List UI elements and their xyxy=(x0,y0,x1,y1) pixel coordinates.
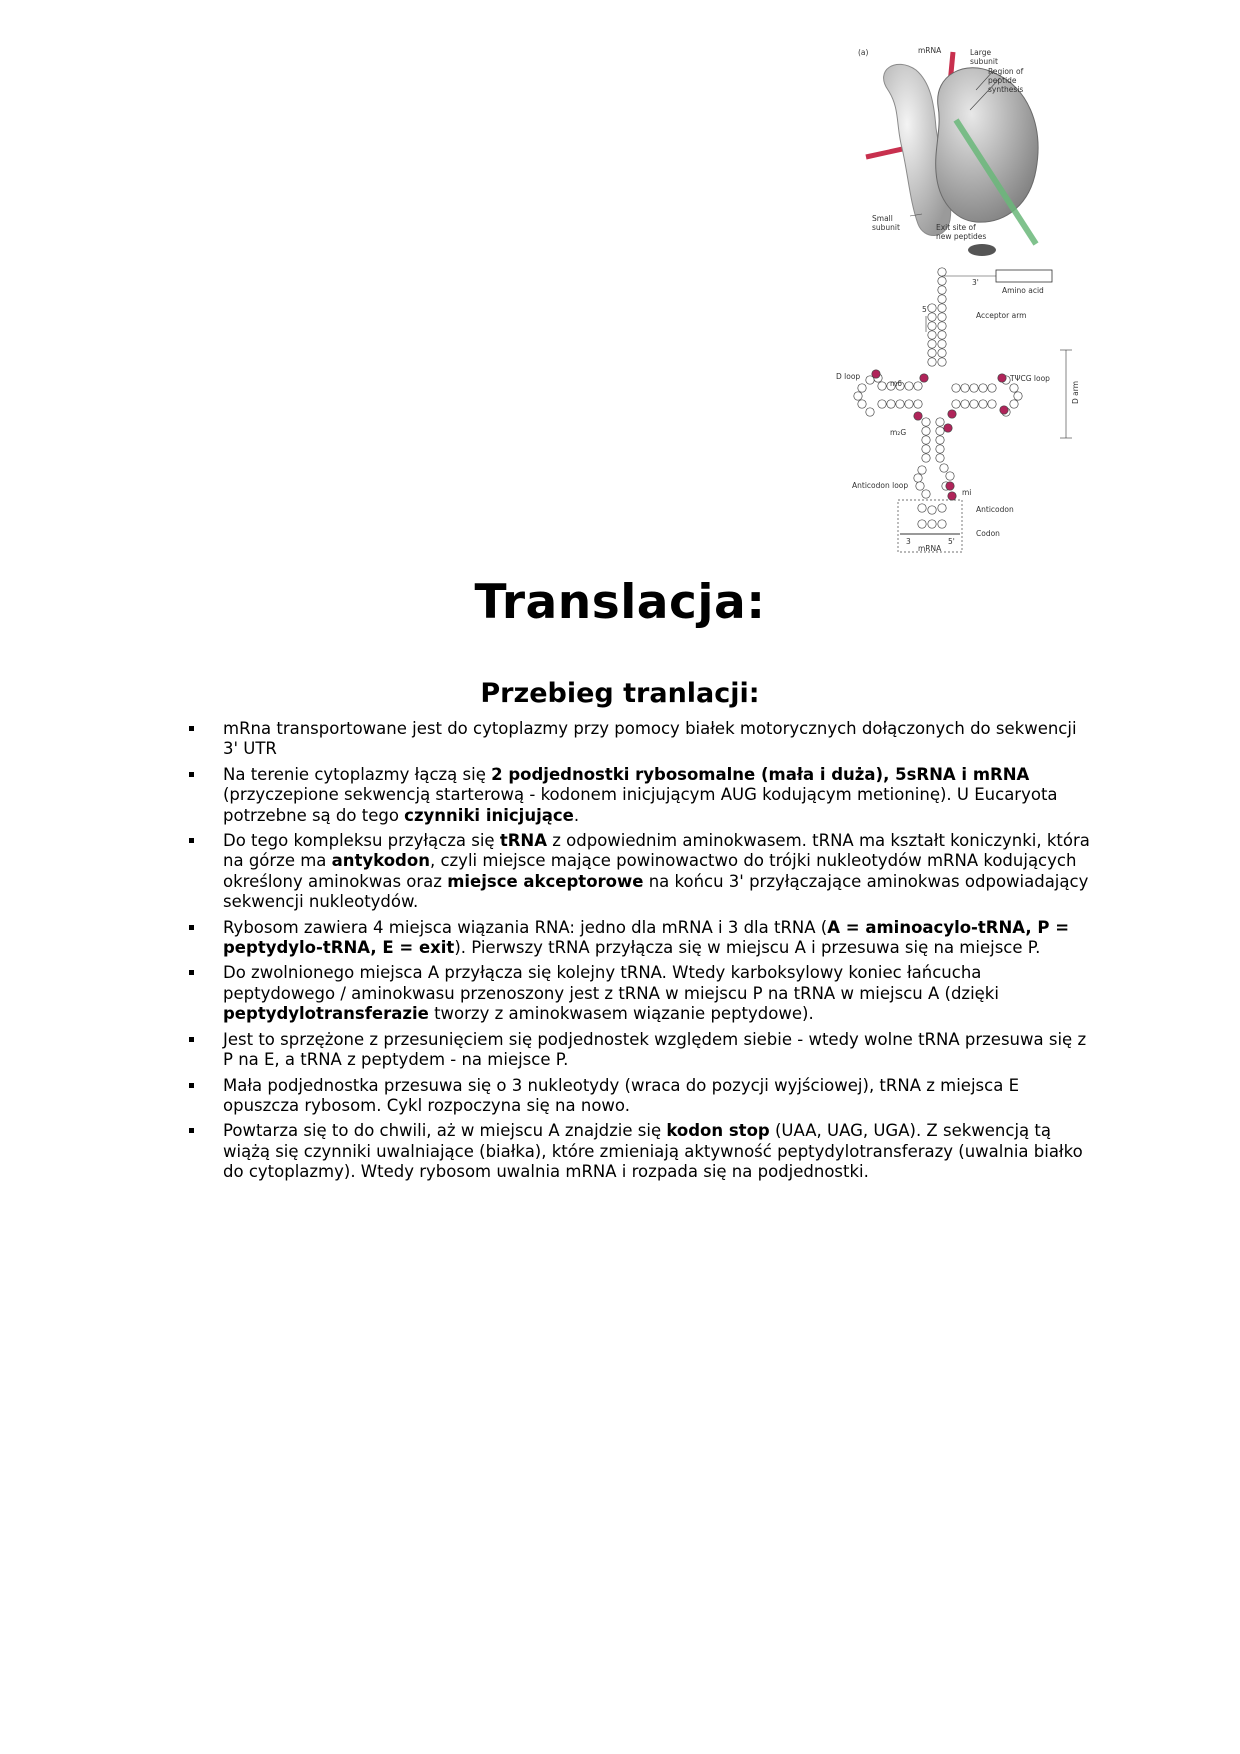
nucleotide xyxy=(918,520,926,528)
nucleotide xyxy=(922,427,930,435)
nucleotide xyxy=(961,400,969,408)
text-run: mRna transportowane jest do cytoplazmy przy pomocy białek motorycznych dołączonych do sekwencji 3' UTR xyxy=(223,719,1077,759)
modified-nucleotide xyxy=(946,482,954,490)
nucleotide xyxy=(928,349,936,357)
amino-acid-label: Amino acid xyxy=(1002,286,1044,295)
nucleotide xyxy=(928,313,936,321)
bullet-item xyxy=(186,765,1094,826)
mi-label: mi xyxy=(962,488,972,497)
nucleotide xyxy=(938,304,946,312)
d-loop-label: D loop xyxy=(836,372,861,381)
acceptor-arm-label: Acceptor arm xyxy=(976,311,1027,320)
large-subunit-label: Large xyxy=(970,48,992,57)
mrna-label: mRNA xyxy=(918,46,942,55)
modified-nucleotide xyxy=(944,424,952,432)
anticodon-label: Anticodon xyxy=(976,505,1014,514)
nucleotide xyxy=(938,520,946,528)
three-prime-label: 3' xyxy=(972,278,979,287)
codon-5-label: 5' xyxy=(948,537,955,546)
ribosome-figure xyxy=(858,44,1068,256)
nucleotide xyxy=(979,384,987,392)
nucleotide xyxy=(905,382,913,390)
nucleotide xyxy=(878,400,886,408)
nucleotide xyxy=(854,392,862,400)
bold-text: antykodon xyxy=(331,851,430,871)
text-run: Mała podjednostka przesuwa się o 3 nukleotydy (wraca do pozycji wyjściowej), tRNA z miejsca E opuszcza rybosom. Cykl rozpoczyna się na nowo. xyxy=(223,1075,1019,1115)
nucleotide xyxy=(928,340,936,348)
modified-nucleotide xyxy=(1000,406,1008,414)
large-subunit-label-2: subunit xyxy=(970,57,998,66)
nucleotide xyxy=(938,331,946,339)
bold-text: peptydylotransferazie xyxy=(223,1004,429,1024)
bullet-item xyxy=(186,1076,1094,1117)
exit-site-label-2: new peptides xyxy=(936,232,987,241)
nucleotide xyxy=(914,400,922,408)
small-subunit-label-2: subunit xyxy=(872,223,900,232)
text-run: Rybosom zawiera 4 miejsca wiązania RNA: jedno dla mRNA i 3 dla tRNA ( xyxy=(223,917,828,937)
text-run: ). Pierwszy tRNA przyłącza się w miejscu A i przesuwa się na miejsce P. xyxy=(454,938,1041,958)
nucleotide xyxy=(928,520,936,528)
nucleotide xyxy=(938,504,946,512)
nucleotide xyxy=(970,400,978,408)
nucleotide xyxy=(858,384,866,392)
bullet-list xyxy=(186,719,1094,1188)
text-run: . xyxy=(573,805,580,825)
bullet-item xyxy=(186,831,1094,913)
region-label: Region of xyxy=(988,67,1024,76)
nucleotide xyxy=(946,472,954,480)
anticodon-loop-label: Anticodon loop xyxy=(852,481,909,490)
bold-text: 2 podjednostki rybosomalne (mała i duża), 5sRNA i mRNA xyxy=(491,764,1030,784)
text-run: , czyli miejsce mające powinowactwo do trójki nukleotydów mRNA kodujących określony aminokwas oraz xyxy=(223,851,1077,891)
codon-3-label: 3 xyxy=(906,537,911,546)
bullet-item xyxy=(186,918,1094,959)
text-run: na końcu 3' przyłączające aminokwas odpowiadający sekwencji nukleotydów. xyxy=(223,871,1089,912)
five-prime-label: 5' xyxy=(922,305,929,314)
modified-nucleotide xyxy=(998,374,1006,382)
nucleotide xyxy=(928,304,936,312)
bold-text: kodon stop xyxy=(666,1121,770,1141)
amino-acid-box xyxy=(996,270,1052,282)
nucleotide xyxy=(928,506,936,514)
mrna-codon-label: mRNA xyxy=(918,544,942,553)
nucleotide xyxy=(928,331,936,339)
nucleotide xyxy=(936,445,944,453)
modified-nucleotide xyxy=(914,412,922,420)
nucleotide xyxy=(914,382,922,390)
region-label-2: peptide xyxy=(988,76,1017,85)
text-run: Do tego kompleksu przyłącza się xyxy=(223,831,500,851)
text-run: Na terenie cytoplazmy łączą się xyxy=(223,764,492,784)
nucleotide xyxy=(936,427,944,435)
nucleotide xyxy=(938,277,946,285)
m6-label: m6 xyxy=(890,379,903,388)
tpsicg-loop-label: TΨCG loop xyxy=(1010,374,1050,383)
trna-figure xyxy=(826,262,1088,562)
text-run: Jest to sprzężone z przesunięciem się podjednostek względem siebie - wtedy wolne tRNA przesuwa się z P na E, a tRNA z peptydem - na miejsce P. xyxy=(223,1029,1087,1070)
text-run: (UAA, UAG, UGA). Z sekwencją tą wiążą się czynniki uwalniające (białka), które zmieniają aktywność peptydylotransferazy (uwalnia białko do cytoplazmy). Wtedy rybosom uwalnia mRNA i rozpada się na podjednostki. xyxy=(223,1121,1083,1182)
nucleotide xyxy=(916,482,924,490)
text-run: tworzy z aminokwasem wiązanie peptydowe). xyxy=(428,1004,814,1024)
bullet-item xyxy=(186,1121,1094,1182)
nucleotide xyxy=(938,295,946,303)
section-heading: Przebieg tranlacji: xyxy=(480,678,760,709)
bold-text: A = aminoacylo-tRNA, P = peptydylo-tRNA, E = exit xyxy=(223,917,1070,958)
nucleotide xyxy=(938,322,946,330)
text-run: Do zwolnionego miejsca A przyłącza się kolejny tRNA. Wtedy karboksylowy koniec łańcucha peptydowego / aminokwasu przenoszony jest z tRNA w miejscu P na tRNA w miejscu A (dzięki xyxy=(223,963,999,1003)
nucleotide xyxy=(936,436,944,444)
exit-site-label: Exit site of xyxy=(936,223,976,232)
bold-text: czynniki inicjujące xyxy=(404,805,574,825)
nucleotide xyxy=(938,268,946,276)
nucleotide xyxy=(938,286,946,294)
small-subunit-label: Small xyxy=(872,214,893,223)
nucleotide xyxy=(918,504,926,512)
nucleotide xyxy=(970,384,978,392)
nucleotide xyxy=(938,313,946,321)
nucleotide xyxy=(938,358,946,366)
nucleotide xyxy=(922,454,930,462)
text-run: (przyczepione sekwencją starterową - kodonem inicjującym AUG kodującym metioninę). U Eucaryota potrzebne są do tego xyxy=(223,785,1058,825)
codon-label: Codon xyxy=(976,529,1000,538)
nucleotide xyxy=(928,322,936,330)
nucleotide xyxy=(938,340,946,348)
bullet-item xyxy=(186,963,1094,1024)
nucleotide xyxy=(988,384,996,392)
panel-label: (a) xyxy=(858,48,869,57)
nucleotide xyxy=(896,400,904,408)
region-label-3: synthesis xyxy=(988,85,1024,94)
modified-nucleotide xyxy=(872,370,880,378)
modified-nucleotide xyxy=(948,492,956,500)
nucleotide xyxy=(914,474,922,482)
m2g-label: m₂G xyxy=(890,428,907,437)
text-run: z odpowiednim aminokwasem. tRNA ma kształt koniczynki, która na górze ma xyxy=(223,831,1090,871)
nucleotide xyxy=(938,349,946,357)
nucleotide xyxy=(1010,400,1018,408)
nucleotide xyxy=(858,400,866,408)
nucleotide xyxy=(878,382,886,390)
bullet-item xyxy=(186,1030,1094,1071)
nucleotide xyxy=(928,358,936,366)
nucleotide xyxy=(866,408,874,416)
text-run: Powtarza się to do chwili, aż w miejscu A znajdzie się xyxy=(223,1121,667,1141)
nucleotide xyxy=(922,445,930,453)
nucleotide xyxy=(961,384,969,392)
nucleotide xyxy=(988,400,996,408)
d-arm-label: D arm xyxy=(1071,380,1080,404)
nucleotide xyxy=(922,436,930,444)
nucleotide xyxy=(918,466,926,474)
nucleotide xyxy=(940,464,948,472)
page-title: Translacja: xyxy=(474,575,766,630)
nucleotide xyxy=(979,400,987,408)
nucleotide xyxy=(922,490,930,498)
nucleotide xyxy=(936,454,944,462)
bold-text: tRNA xyxy=(499,831,547,851)
nucleotide xyxy=(905,400,913,408)
nucleotide xyxy=(1010,384,1018,392)
nucleotide xyxy=(887,400,895,408)
nucleotide xyxy=(952,384,960,392)
nucleotide xyxy=(922,418,930,426)
modified-nucleotide xyxy=(920,374,928,382)
modified-nucleotide xyxy=(948,410,956,418)
bullet-item xyxy=(186,719,1094,760)
bold-text: miejsce akceptorowe xyxy=(447,871,644,891)
nucleotide xyxy=(936,418,944,426)
nucleotide xyxy=(952,400,960,408)
nucleotide xyxy=(1014,392,1022,400)
